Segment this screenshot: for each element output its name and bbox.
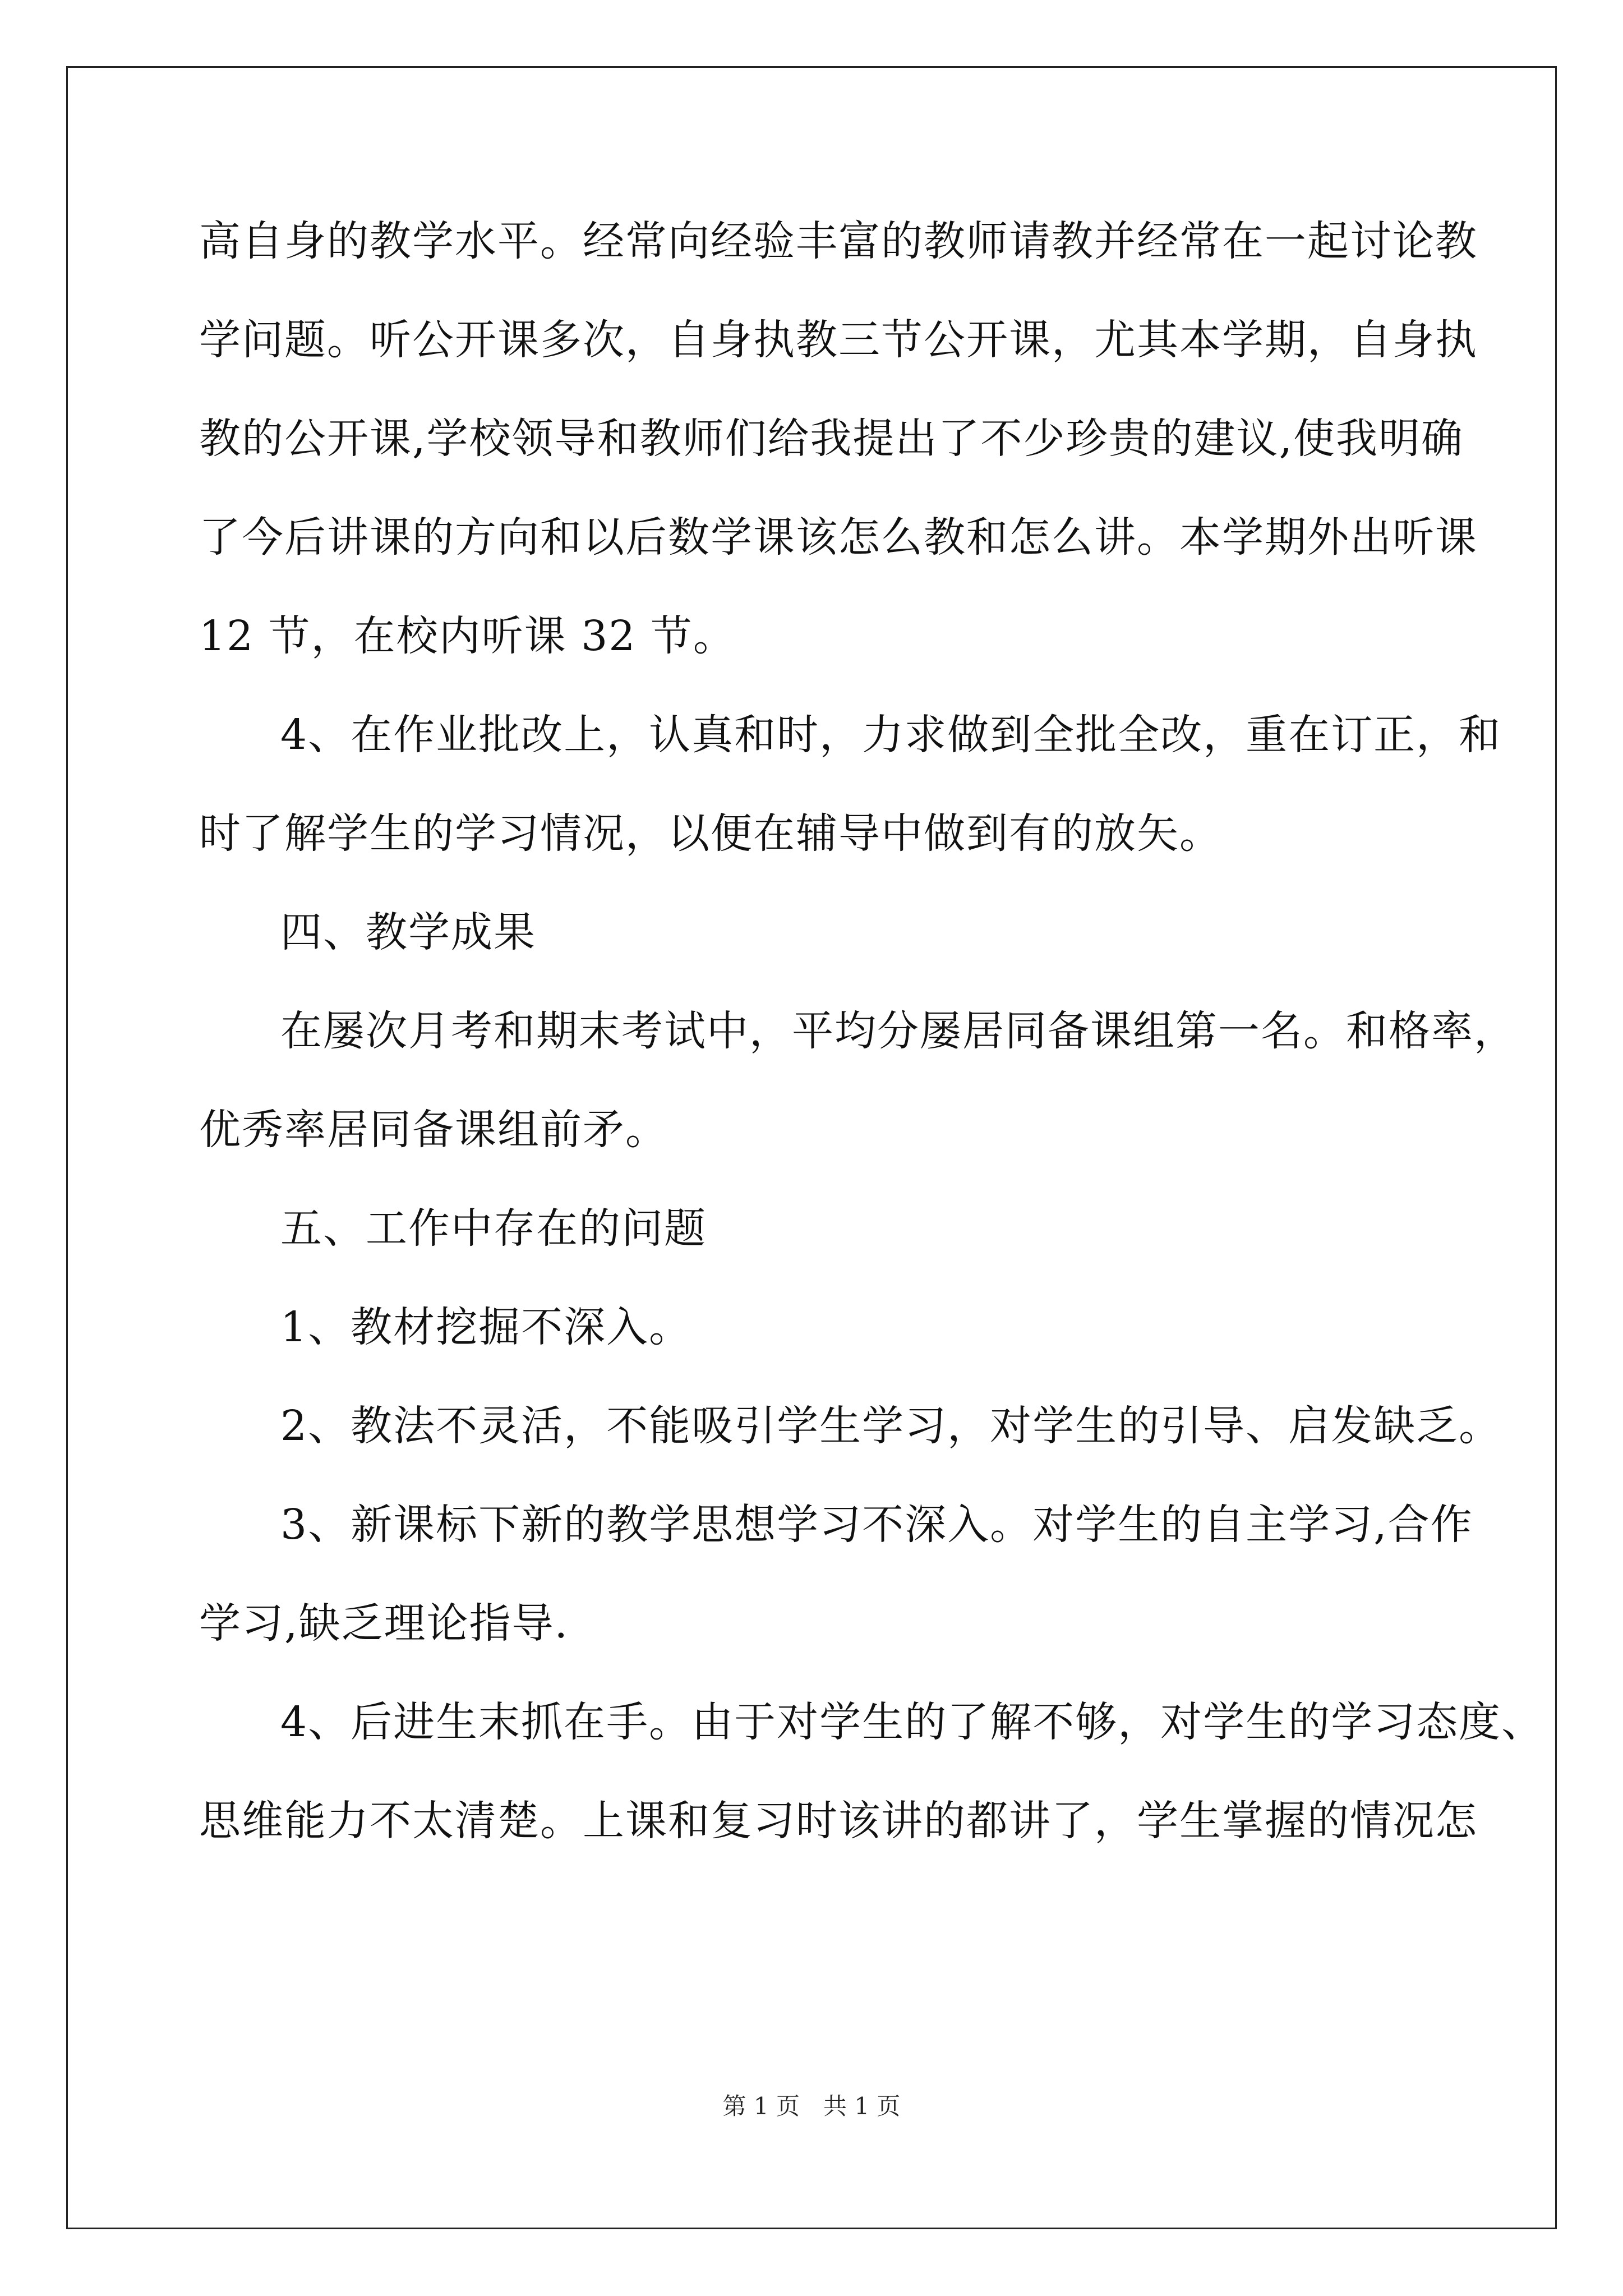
text-line: 思维能力不太清楚。上课和复习时该讲的都讲了，学生掌握的情况怎 [199, 1797, 1478, 1845]
paragraph-first-line: 在屡次月考和期末考试中，平均分屡居同备课组第一名。和格率， [280, 1007, 1516, 1055]
text-line: 了今后讲课的方向和以后数学课该怎么教和怎么讲。本学期外出听课 [199, 513, 1478, 562]
list-item: 4、后进生末抓在手。由于对学生的了解不够，对学生的学习态度、 [280, 1698, 1544, 1746]
section-heading: 四、教学成果 [280, 908, 536, 956]
text-line: 学问题。听公开课多次，自身执教三节公开课，尤其本学期，自身执 [199, 316, 1478, 364]
page-number-footer: 第 1 页 共 1 页 [722, 2092, 901, 2120]
list-item: 3、新课标下新的教学思想学习不深入。对学生的自主学习,合作 [280, 1501, 1473, 1549]
paragraph-first-line: 4、在作业批改上，认真和时，力求做到全批全改，重在订正，和 [280, 711, 1502, 759]
text-line: 优秀率居同备课组前矛。 [199, 1106, 668, 1154]
section-heading: 五、工作中存在的问题 [280, 1204, 707, 1253]
text-line: 高自身的教学水平。经常向经验丰富的教师请教并经常在一起讨论教 [199, 217, 1478, 265]
text-line: 12 节，在校内听课 32 节。 [199, 612, 736, 660]
list-item: 1、教材挖掘不深入。 [280, 1303, 692, 1351]
text-line: 学习,缺乏理论指导. [199, 1599, 569, 1648]
text-line: 时了解学生的学习情况，以便在辅导中做到有的放矢。 [199, 809, 1222, 858]
text-line: 教的公开课,学校领导和教师们给我提出了不少珍贵的建议,使我明确 [199, 415, 1464, 463]
list-item: 2、教法不灵活，不能吸引学生学习，对学生的引导、启发缺乏。 [280, 1402, 1502, 1450]
